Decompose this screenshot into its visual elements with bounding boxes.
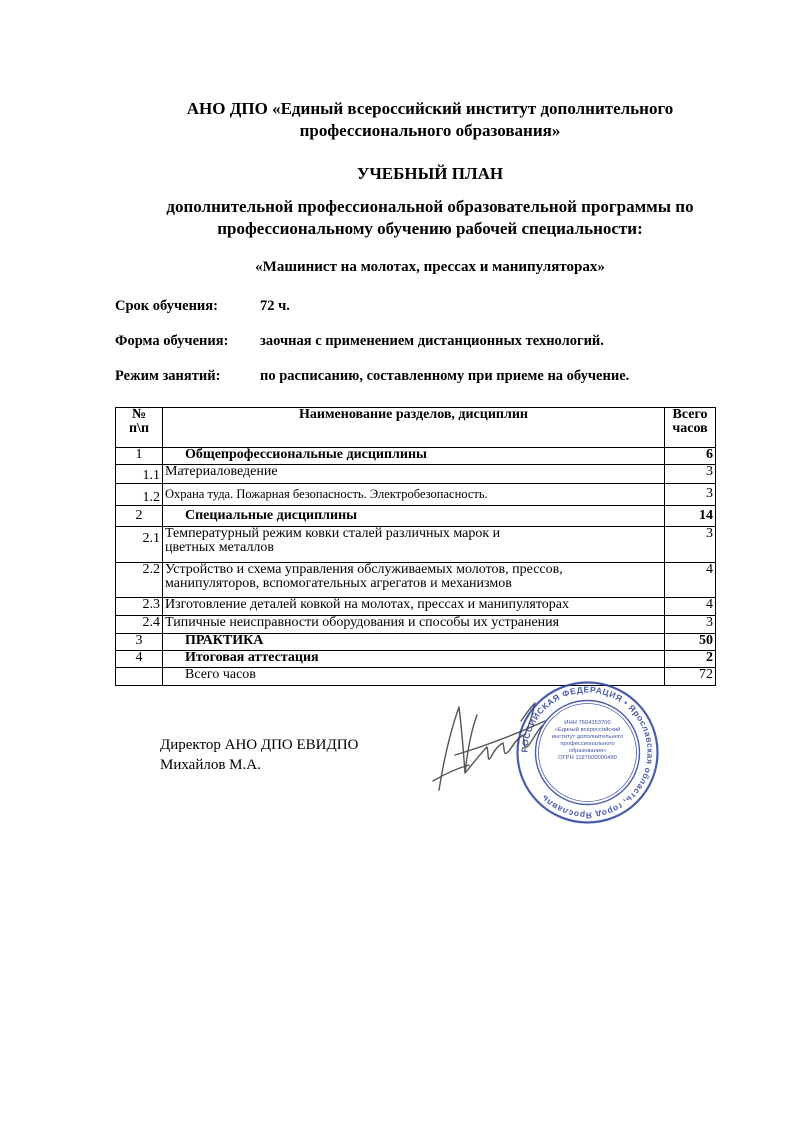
meta-value: заочная с применением дистанционных технологий.	[260, 333, 604, 349]
header-num: № п\п	[116, 408, 163, 448]
cell-num: 3	[116, 634, 163, 651]
cell-hours: 3	[665, 484, 716, 506]
table-row	[116, 484, 716, 506]
stamp-center-text: «Единый всероссийский институт дополнительного профессионального образования»	[551, 727, 624, 754]
document-title: УЧЕБНЫЙ ПЛАН	[356, 164, 504, 183]
cell-name: Температурный режим ковки сталей различных марок и цветных металлов	[163, 527, 665, 563]
cell-num: 2.1	[116, 527, 163, 563]
cell-name: Материаловедение	[163, 465, 665, 484]
cell-num	[116, 668, 163, 686]
table-row	[116, 651, 716, 668]
meta-label: Срок обучения:	[115, 298, 218, 314]
cell-hours: 6	[665, 448, 716, 465]
table-row	[116, 616, 716, 634]
cell-hours: 4	[665, 598, 716, 616]
signer-name: Михайлов М.А.	[160, 757, 261, 773]
cell-name: Устройство и схема управления обслуживаемых молотов, прессов, манипуляторов, вспомогательных агрегатов и механизмов	[163, 563, 665, 598]
table-row	[116, 527, 716, 563]
cell-hours: 3	[665, 465, 716, 484]
cell-num: 1.1	[116, 465, 163, 484]
table-row	[116, 465, 716, 484]
stamp-outer-text: РОССИЙСКАЯ ФЕДЕРАЦИЯ • Ярославская область, город Ярославль	[519, 684, 656, 821]
meta-schedule	[115, 368, 629, 385]
header-hours: Всего часов	[665, 408, 716, 448]
header-name: Наименование разделов, дисциплин	[163, 408, 665, 448]
cell-num: 2.2	[116, 563, 163, 598]
table-header-row	[116, 408, 716, 448]
program-name: «Машинист на молотах, прессах и манипуляторах»	[255, 259, 605, 275]
cell-hours: 3	[665, 527, 716, 563]
cell-num: 2.3	[116, 598, 163, 616]
meta-value: 72 ч.	[260, 298, 290, 314]
official-stamp	[515, 680, 660, 825]
signer-title: Директор АНО ДПО ЕВИДПО	[160, 737, 359, 753]
cell-num: 4	[116, 651, 163, 668]
organization-name: АНО ДПО «Единый всероссийский институт дополнительного профессионального образования»	[186, 99, 674, 140]
document-subtitle: дополнительной профессиональной образовательной программы по профессиональному обучению рабочей специальности:	[166, 197, 694, 238]
meta-label: Режим занятий:	[115, 368, 221, 384]
meta-form	[115, 333, 604, 350]
cell-name: Охрана туда. Пожарная безопасность. Электробезопасность.	[163, 484, 665, 506]
meta-value: по расписанию, составленному при приеме на обучение.	[260, 368, 630, 384]
cell-name: Специальные дисциплины	[163, 506, 665, 527]
table-row	[116, 448, 716, 465]
table-row	[116, 598, 716, 616]
cell-hours: 72	[665, 668, 716, 686]
cell-hours: 14	[665, 506, 716, 527]
stamp-ogrn: ОГРН 1197600000490	[558, 755, 617, 761]
cell-hours: 3	[665, 616, 716, 634]
curriculum-table	[115, 407, 716, 686]
cell-name: Изготовление деталей ковкой на молотах, прессах и манипуляторах	[163, 598, 665, 616]
stamp-inn: ИНН 7604353700	[564, 720, 611, 726]
table-row	[116, 634, 716, 651]
cell-num: 1.2	[116, 484, 163, 506]
meta-label: Форма обучения:	[115, 333, 229, 349]
table-row	[116, 563, 716, 598]
cell-hours: 4	[665, 563, 716, 598]
cell-name: Итоговая аттестация	[163, 651, 665, 668]
cell-num: 2	[116, 506, 163, 527]
cell-hours: 50	[665, 634, 716, 651]
cell-num: 1	[116, 448, 163, 465]
cell-hours: 2	[665, 651, 716, 668]
table-row	[116, 506, 716, 527]
cell-num: 2.4	[116, 616, 163, 634]
meta-duration	[115, 298, 290, 315]
cell-name: Всего часов	[163, 668, 665, 686]
cell-name: ПРАКТИКА	[163, 634, 665, 651]
cell-name: Общепрофессиональные дисциплины	[163, 448, 665, 465]
cell-name: Типичные неисправности оборудования и способы их устранения	[163, 616, 665, 634]
signer-block	[160, 735, 358, 775]
